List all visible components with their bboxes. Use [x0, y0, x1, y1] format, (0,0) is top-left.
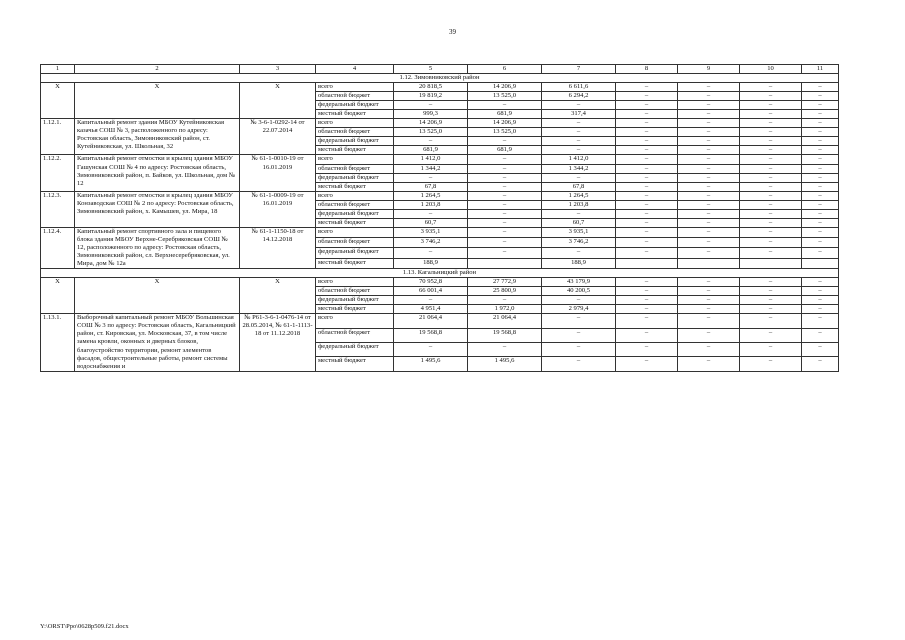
funding-source: всего	[316, 83, 394, 92]
value-cell: 1 972,0	[468, 305, 542, 314]
value-cell: –	[678, 218, 740, 227]
value-cell: –	[616, 182, 678, 191]
value-cell: 13 525,0	[394, 128, 468, 137]
header-cell: 7	[542, 65, 616, 74]
table-body	[41, 65, 839, 372]
value-cell: –	[394, 173, 468, 182]
table-row	[41, 155, 839, 164]
value-cell: –	[542, 146, 616, 155]
header-cell: 8	[616, 65, 678, 74]
value-cell: –	[740, 209, 802, 218]
item-number: 1.12.1.	[41, 119, 75, 155]
value-cell: –	[740, 155, 802, 164]
funding-source: областной бюджет	[316, 92, 394, 101]
value-cell: –	[802, 92, 839, 101]
value-cell: –	[740, 110, 802, 119]
value-cell: –	[468, 218, 542, 227]
funding-source: местный бюджет	[316, 146, 394, 155]
value-cell: 1 203,8	[394, 200, 468, 209]
value-cell: 67,8	[394, 182, 468, 191]
value-cell: –	[802, 287, 839, 296]
value-cell: –	[678, 287, 740, 296]
value-cell: –	[678, 110, 740, 119]
value-cell: –	[468, 200, 542, 209]
item-number: 1.12.2.	[41, 155, 75, 191]
value-cell: –	[616, 155, 678, 164]
funding-source: областной бюджет	[316, 128, 394, 137]
item-document: Х	[240, 278, 316, 314]
value-cell: 188,9	[394, 258, 468, 268]
header-cell: 5	[394, 65, 468, 74]
value-cell: –	[740, 164, 802, 173]
item-name: Выборочный капитальный ремонт МБОУ Вольшинская СОШ № 3 по адресу: Ростовская область, Кагальницкий район, ст. Кировская, ул. Московская, 37, в том числе замена кровли, оконных и дверных блоков, благоустройство территории, ремонт элементов фасадов, общестроительные работы, ремонт системы водоснабжения и	[75, 314, 240, 371]
value-cell: –	[542, 248, 616, 258]
value-cell: –	[802, 173, 839, 182]
value-cell: –	[802, 119, 839, 128]
value-cell: 60,7	[394, 218, 468, 227]
value-cell: –	[802, 209, 839, 218]
value-cell: –	[616, 146, 678, 155]
value-cell: 25 800,9	[468, 287, 542, 296]
footer-file-path: Y:\ORST\Ppo\0628p509.f21.docx	[40, 623, 129, 630]
item-number: Х	[41, 278, 75, 314]
value-cell: 681,9	[468, 110, 542, 119]
funding-source: местный бюджет	[316, 110, 394, 119]
value-cell: –	[616, 101, 678, 110]
funding-source: всего	[316, 314, 394, 328]
value-cell: –	[802, 182, 839, 191]
value-cell: –	[802, 328, 839, 342]
value-cell	[616, 258, 678, 268]
value-cell: –	[678, 182, 740, 191]
value-cell: 6 294,2	[542, 92, 616, 101]
funding-source: областной бюджет	[316, 287, 394, 296]
value-cell: 67,8	[542, 182, 616, 191]
value-cell: –	[802, 227, 839, 237]
value-cell: –	[678, 314, 740, 328]
value-cell: 13 525,0	[468, 128, 542, 137]
value-cell: –	[802, 83, 839, 92]
value-cell: –	[740, 314, 802, 328]
value-cell: 1 344,2	[542, 164, 616, 173]
header-cell: 9	[678, 65, 740, 74]
table-row	[41, 119, 839, 128]
value-cell: –	[678, 128, 740, 137]
value-cell: 20 818,5	[394, 83, 468, 92]
header-row	[41, 65, 839, 74]
value-cell: –	[678, 357, 740, 371]
value-cell: –	[616, 296, 678, 305]
value-cell: –	[740, 119, 802, 128]
value-cell: –	[542, 328, 616, 342]
value-cell: –	[802, 128, 839, 137]
value-cell: 1 412,0	[394, 155, 468, 164]
item-name: Х	[75, 278, 240, 314]
value-cell: –	[802, 164, 839, 173]
item-document: № 61-1-1150-18 от 14.12.2018	[240, 227, 316, 268]
value-cell: 19 568,8	[394, 328, 468, 342]
funding-source: федеральный бюджет	[316, 248, 394, 258]
value-cell: –	[468, 248, 542, 258]
value-cell: –	[678, 209, 740, 218]
value-cell: –	[616, 83, 678, 92]
value-cell: –	[802, 101, 839, 110]
value-cell: –	[740, 248, 802, 258]
value-cell: 1 495,6	[468, 357, 542, 371]
item-number: Х	[41, 83, 75, 119]
header-cell: 11	[802, 65, 839, 74]
item-name: Капитальный ремонт отмостки и крылец здания МБОУ Конзаводская СОШ № 2 по адресу: Ростовская область, Зимовниковский район, х. Камышев, ул. Мира, 18	[75, 191, 240, 227]
value-cell	[678, 258, 740, 268]
value-cell: 40 200,5	[542, 287, 616, 296]
value-cell: –	[740, 238, 802, 248]
value-cell: –	[616, 119, 678, 128]
value-cell: –	[616, 227, 678, 237]
value-cell: –	[802, 342, 839, 356]
item-name: Капитальный ремонт здания МБОУ Кутейниковская казачья СОШ № 3, расположенного по адресу: Ростовская область, Зимовниковский район, ст. Кутейниковская, ул. Школьная, 32	[75, 119, 240, 155]
funding-source: федеральный бюджет	[316, 209, 394, 218]
value-cell: –	[468, 227, 542, 237]
value-cell: –	[678, 119, 740, 128]
funding-source: федеральный бюджет	[316, 101, 394, 110]
value-cell: –	[468, 101, 542, 110]
value-cell: –	[678, 137, 740, 146]
value-cell: –	[468, 137, 542, 146]
header-cell: 3	[240, 65, 316, 74]
table-row	[41, 314, 839, 328]
value-cell: –	[678, 164, 740, 173]
value-cell: –	[740, 182, 802, 191]
value-cell: –	[740, 342, 802, 356]
value-cell: –	[678, 83, 740, 92]
value-cell: –	[740, 287, 802, 296]
value-cell: –	[616, 110, 678, 119]
value-cell: –	[802, 296, 839, 305]
value-cell: 60,7	[542, 218, 616, 227]
value-cell: –	[616, 137, 678, 146]
section-title: 1.13. Кагальницкий район	[41, 269, 839, 278]
value-cell: –	[616, 191, 678, 200]
value-cell: 14 206,9	[468, 83, 542, 92]
value-cell: –	[394, 137, 468, 146]
item-name: Капитальный ремонт отмостки и крылец здания МБОУ Гашунская СОШ № 4 по адресу: Ростовская область, Зимовниковский район, п. Байков, ул. Школьная, дом № 12	[75, 155, 240, 191]
value-cell: –	[802, 155, 839, 164]
item-number: 1.13.1.	[41, 314, 75, 371]
value-cell: –	[678, 305, 740, 314]
funding-source: федеральный бюджет	[316, 173, 394, 182]
summary-row	[41, 278, 839, 287]
value-cell: –	[468, 191, 542, 200]
value-cell: 1 264,5	[542, 191, 616, 200]
value-cell: –	[740, 173, 802, 182]
value-cell: –	[616, 328, 678, 342]
funding-source: всего	[316, 278, 394, 287]
funding-source: федеральный бюджет	[316, 137, 394, 146]
value-cell: 3 935,1	[542, 227, 616, 237]
funding-source: всего	[316, 155, 394, 164]
value-cell: 27 772,9	[468, 278, 542, 287]
value-cell: –	[678, 173, 740, 182]
value-cell: 43 179,9	[542, 278, 616, 287]
value-cell: 66 001,4	[394, 287, 468, 296]
value-cell: 1 203,8	[542, 200, 616, 209]
value-cell: –	[678, 92, 740, 101]
value-cell: –	[542, 173, 616, 182]
value-cell: –	[616, 92, 678, 101]
value-cell: –	[740, 146, 802, 155]
value-cell: –	[542, 101, 616, 110]
value-cell	[468, 258, 542, 268]
value-cell: –	[616, 173, 678, 182]
value-cell: –	[802, 200, 839, 209]
value-cell: –	[678, 238, 740, 248]
funding-source: областной бюджет	[316, 328, 394, 342]
value-cell: 681,9	[394, 146, 468, 155]
value-cell: –	[678, 248, 740, 258]
value-cell: –	[616, 209, 678, 218]
value-cell: –	[678, 227, 740, 237]
value-cell: –	[616, 278, 678, 287]
value-cell: –	[802, 218, 839, 227]
item-number: 1.12.3.	[41, 191, 75, 227]
header-cell: 6	[468, 65, 542, 74]
funding-source: местный бюджет	[316, 357, 394, 371]
value-cell: –	[678, 200, 740, 209]
value-cell: –	[394, 209, 468, 218]
value-cell: –	[468, 164, 542, 173]
item-number: 1.12.4.	[41, 227, 75, 268]
value-cell: –	[740, 218, 802, 227]
value-cell: –	[678, 328, 740, 342]
header-cell: 10	[740, 65, 802, 74]
value-cell: –	[468, 209, 542, 218]
item-name: Х	[75, 83, 240, 119]
value-cell: –	[740, 357, 802, 371]
value-cell: –	[394, 342, 468, 356]
value-cell: –	[740, 128, 802, 137]
value-cell: –	[740, 92, 802, 101]
section-title: 1.12. Зимовниковский район	[41, 74, 839, 83]
value-cell: –	[616, 164, 678, 173]
value-cell: –	[740, 191, 802, 200]
value-cell: –	[802, 248, 839, 258]
item-document: № 61-1-0010-19 от 16.01.2019	[240, 155, 316, 191]
value-cell: –	[678, 101, 740, 110]
value-cell: –	[542, 357, 616, 371]
value-cell: 1 412,0	[542, 155, 616, 164]
value-cell: –	[802, 357, 839, 371]
value-cell: –	[802, 314, 839, 328]
value-cell: 19 568,8	[468, 328, 542, 342]
value-cell: 188,9	[542, 258, 616, 268]
value-cell: 1 495,6	[394, 357, 468, 371]
funding-source: местный бюджет	[316, 182, 394, 191]
header-cell: 1	[41, 65, 75, 74]
value-cell: 3 935,1	[394, 227, 468, 237]
budget-table	[40, 64, 839, 372]
value-cell	[802, 258, 839, 268]
value-cell: –	[802, 191, 839, 200]
value-cell: –	[542, 209, 616, 218]
funding-source: областной бюджет	[316, 164, 394, 173]
value-cell: 3 746,2	[394, 238, 468, 248]
value-cell: –	[616, 128, 678, 137]
value-cell: –	[542, 314, 616, 328]
value-cell: –	[802, 137, 839, 146]
value-cell: –	[802, 238, 839, 248]
value-cell: 681,9	[468, 146, 542, 155]
value-cell: 70 952,8	[394, 278, 468, 287]
funding-source: местный бюджет	[316, 258, 394, 268]
funding-source: всего	[316, 119, 394, 128]
value-cell: –	[616, 287, 678, 296]
value-cell: 14 206,9	[394, 119, 468, 128]
funding-source: федеральный бюджет	[316, 342, 394, 356]
value-cell: –	[740, 101, 802, 110]
value-cell: –	[542, 119, 616, 128]
value-cell: –	[542, 296, 616, 305]
value-cell: –	[542, 342, 616, 356]
value-cell: –	[740, 278, 802, 287]
value-cell: –	[802, 278, 839, 287]
value-cell: –	[468, 155, 542, 164]
page-number: 39	[449, 28, 456, 36]
value-cell: 21 064,4	[394, 314, 468, 328]
value-cell: –	[678, 278, 740, 287]
value-cell: 2 979,4	[542, 305, 616, 314]
value-cell: –	[468, 182, 542, 191]
value-cell: –	[394, 248, 468, 258]
value-cell: –	[678, 342, 740, 356]
value-cell: 3 746,2	[542, 238, 616, 248]
value-cell: –	[802, 146, 839, 155]
value-cell: –	[616, 342, 678, 356]
value-cell: –	[616, 357, 678, 371]
value-cell: –	[740, 200, 802, 209]
item-name: Капитальный ремонт спортивного зала и пищевого блока здания МБОУ Верхне-Серебряковская СОШ № 12, расположенного по адресу: Ростовская область, Зимовниковский район, сл. Верхнесеребряковская, ул. Мира, дом № 12а	[75, 227, 240, 268]
value-cell: 21 064,4	[468, 314, 542, 328]
value-cell: 317,4	[542, 110, 616, 119]
value-cell: –	[678, 155, 740, 164]
value-cell: –	[616, 238, 678, 248]
value-cell: 4 951,4	[394, 305, 468, 314]
value-cell: –	[394, 101, 468, 110]
header-cell: 2	[75, 65, 240, 74]
value-cell: 14 206,9	[468, 119, 542, 128]
value-cell: –	[740, 83, 802, 92]
value-cell: –	[740, 296, 802, 305]
funding-source: областной бюджет	[316, 200, 394, 209]
value-cell: –	[542, 137, 616, 146]
section-row	[41, 269, 839, 278]
item-document: Х	[240, 83, 316, 119]
value-cell: –	[468, 342, 542, 356]
table-row	[41, 191, 839, 200]
value-cell: –	[616, 218, 678, 227]
value-cell: 1 264,5	[394, 191, 468, 200]
item-document: № 61-1-0009-19 от 16.01.2019	[240, 191, 316, 227]
value-cell: –	[616, 314, 678, 328]
value-cell: –	[678, 191, 740, 200]
value-cell: 999,3	[394, 110, 468, 119]
table-row	[41, 227, 839, 237]
value-cell: –	[542, 128, 616, 137]
value-cell: –	[678, 296, 740, 305]
value-cell: –	[802, 110, 839, 119]
funding-source: всего	[316, 227, 394, 237]
value-cell: –	[678, 146, 740, 155]
value-cell: –	[616, 305, 678, 314]
value-cell: –	[740, 137, 802, 146]
funding-source: всего	[316, 191, 394, 200]
value-cell: 19 819,2	[394, 92, 468, 101]
section-row	[41, 74, 839, 83]
item-document: № Р61-3-6-1-0476-14 от 28.05.2014, № 61-1-1113-18 от 11.12.2018	[240, 314, 316, 371]
funding-source: местный бюджет	[316, 218, 394, 227]
value-cell: –	[740, 305, 802, 314]
value-cell: –	[468, 173, 542, 182]
value-cell	[740, 258, 802, 268]
header-cell: 4	[316, 65, 394, 74]
funding-source: местный бюджет	[316, 305, 394, 314]
value-cell: –	[468, 238, 542, 248]
value-cell: 6 611,6	[542, 83, 616, 92]
value-cell: 13 525,0	[468, 92, 542, 101]
item-document: № 3-6-1-0292-14 от 22.07.2014	[240, 119, 316, 155]
value-cell: –	[802, 305, 839, 314]
funding-source: федеральный бюджет	[316, 296, 394, 305]
value-cell: –	[468, 296, 542, 305]
value-cell: –	[616, 248, 678, 258]
value-cell: –	[394, 296, 468, 305]
funding-source: областной бюджет	[316, 238, 394, 248]
summary-row	[41, 83, 839, 92]
value-cell: 1 344,2	[394, 164, 468, 173]
value-cell: –	[740, 328, 802, 342]
value-cell: –	[616, 200, 678, 209]
value-cell: –	[740, 227, 802, 237]
